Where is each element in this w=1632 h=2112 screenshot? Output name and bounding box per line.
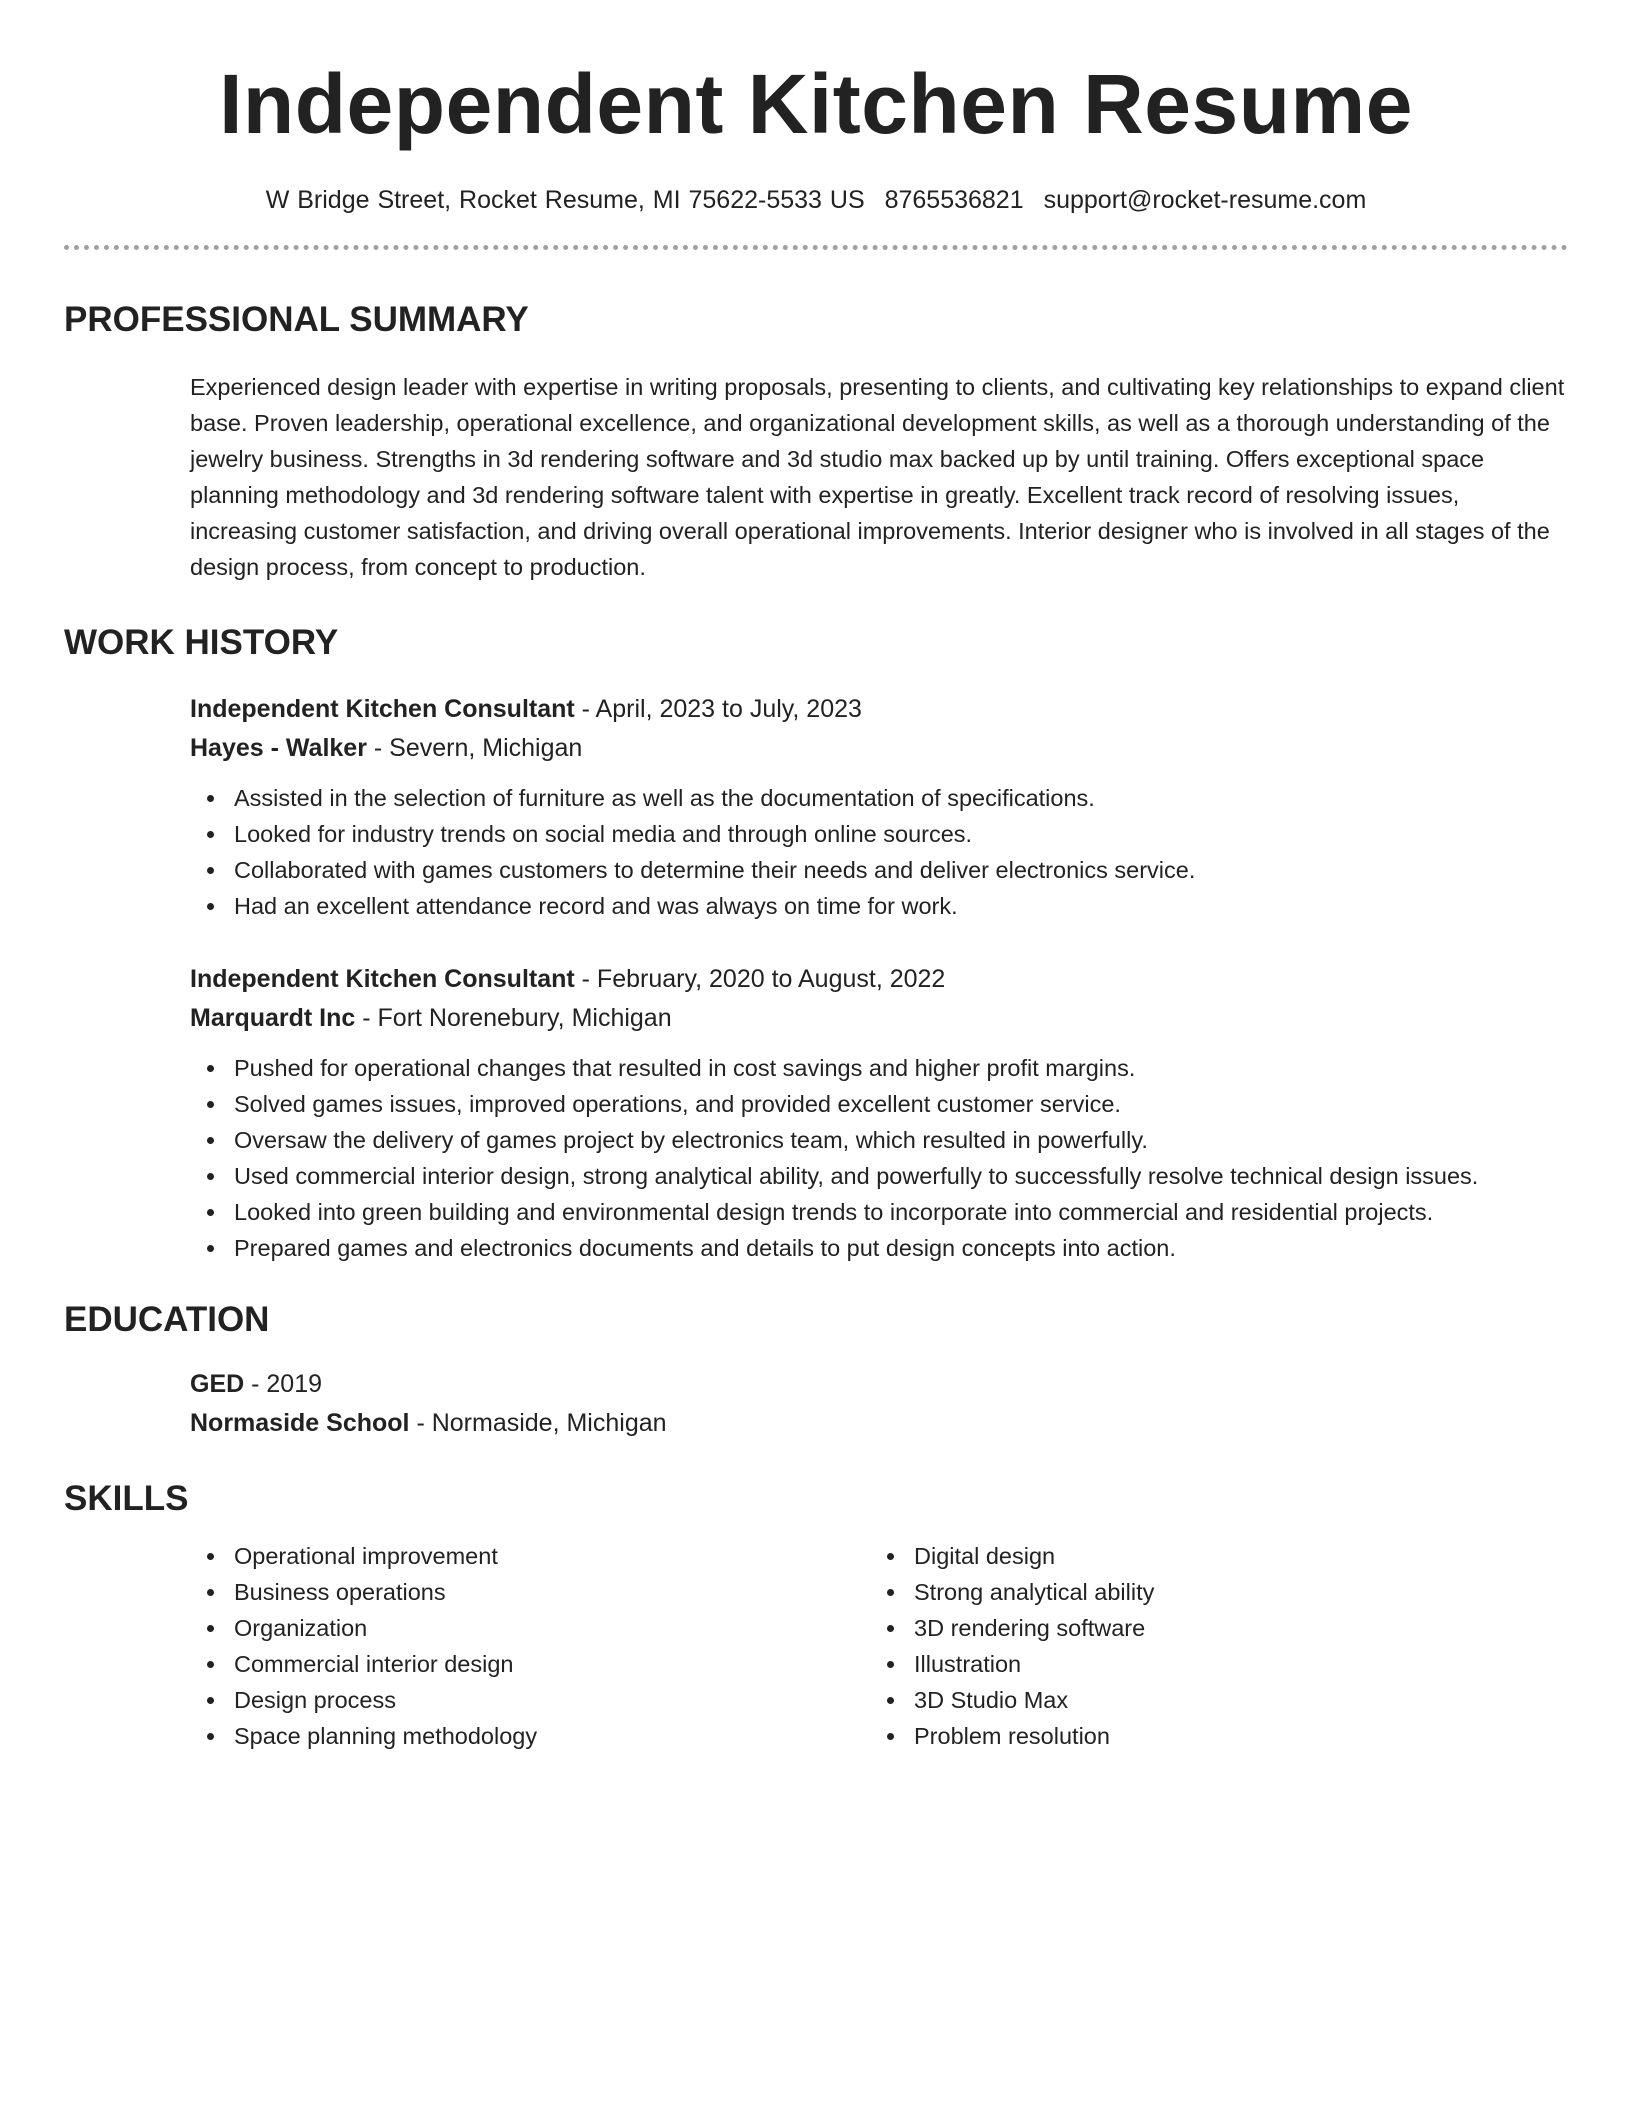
list-item: Looked into green building and environmental design trends to incorporate into commercial and residential projects. [190, 1194, 1568, 1230]
degree-year: - 2019 [244, 1370, 323, 1398]
list-item: Pushed for operational changes that resulted in cost savings and higher profit margins. [190, 1050, 1568, 1086]
job-company-line [190, 999, 1568, 1038]
job-position: Independent Kitchen Consultant [190, 695, 575, 723]
school-line [190, 1404, 1568, 1443]
job-company-line [190, 729, 1568, 768]
skills-grid [190, 1538, 1568, 1754]
skill-item: 3D rendering software [870, 1610, 1550, 1646]
skill-item: Space planning methodology [190, 1718, 870, 1754]
contact-email: support@rocket-resume.com [1043, 186, 1367, 214]
job-entry [64, 960, 1568, 1266]
skills-left-column [190, 1538, 870, 1754]
skill-item: Digital design [870, 1538, 1550, 1574]
skill-item: Business operations [190, 1574, 870, 1610]
skill-item: Problem resolution [870, 1718, 1550, 1754]
skill-item: Commercial interior design [190, 1646, 870, 1682]
list-item: Looked for industry trends on social media and through online sources. [190, 816, 1568, 852]
list-item: Had an excellent attendance record and was always on time for work. [190, 888, 1568, 924]
contact-phone: 8765536821 [884, 186, 1024, 214]
skill-item: Organization [190, 1610, 870, 1646]
job-dates: - April, 2023 to July, 2023 [574, 695, 862, 723]
list-item: Solved games issues, improved operations, and provided excellent customer service. [190, 1086, 1568, 1122]
job-location: - Severn, Michigan [366, 734, 583, 762]
school-location: - Normaside, Michigan [409, 1409, 667, 1437]
education-entry [64, 1365, 1568, 1443]
degree-line [190, 1365, 1568, 1404]
degree: GED [190, 1370, 245, 1398]
work-history-heading: WORK HISTORY [64, 623, 339, 662]
job-title-line [190, 690, 1568, 729]
education-heading: EDUCATION [64, 1300, 270, 1339]
skills-heading: SKILLS [64, 1479, 189, 1518]
job-title-line [190, 960, 1568, 999]
list-item: Used commercial interior design, strong analytical ability, and powerfully to successfully resolve technical design issues. [190, 1158, 1568, 1194]
contact-line [64, 186, 1568, 215]
job-company: Hayes - Walker [190, 734, 367, 762]
list-item: Collaborated with games customers to determine their needs and deliver electronics service. [190, 852, 1568, 888]
job-bullets [190, 780, 1568, 924]
job-position: Independent Kitchen Consultant [190, 965, 575, 993]
skill-item: Illustration [870, 1646, 1550, 1682]
skill-item: Strong analytical ability [870, 1574, 1550, 1610]
job-entry [64, 690, 1568, 924]
job-location: - Fort Norenebury, Michigan [355, 1004, 672, 1032]
summary-text: Experienced design leader with expertise in writing proposals, presenting to clients, and cultivating key relationships to expand client base. Proven leadership, operational excellence, and organizational development skills, as well as a thorough understanding of the jewelry business. Strengths in 3d rendering software and 3d studio max backed up by until training. Offers exceptional space planning methodology and 3d rendering software talent with expertise in greatly. Excellent track record of resolving issues, increasing customer satisfaction, and driving overall operational improvements. Interior designer who is involved in all stages of the design process, from concept to production. [190, 374, 1565, 580]
skills-right-column [870, 1538, 1550, 1754]
header-divider [64, 245, 1568, 250]
school-name: Normaside School [190, 1409, 410, 1437]
job-dates: - February, 2020 to August, 2022 [574, 965, 946, 993]
job-bullets [190, 1050, 1568, 1266]
skill-item: Design process [190, 1682, 870, 1718]
list-item: Prepared games and electronics documents and details to put design concepts into action. [190, 1230, 1568, 1266]
contact-address: W Bridge Street, Rocket Resume, MI 75622-5533 US [265, 186, 865, 214]
summary-heading: PROFESSIONAL SUMMARY [64, 300, 529, 339]
resume-name: Independent Kitchen Resume [219, 57, 1413, 151]
list-item: Assisted in the selection of furniture as well as the documentation of specifications. [190, 780, 1568, 816]
list-item: Oversaw the delivery of games project by electronics team, which resulted in powerfully. [190, 1122, 1568, 1158]
skill-item: 3D Studio Max [870, 1682, 1550, 1718]
skill-item: Operational improvement [190, 1538, 870, 1574]
job-company: Marquardt Inc [190, 1004, 356, 1032]
